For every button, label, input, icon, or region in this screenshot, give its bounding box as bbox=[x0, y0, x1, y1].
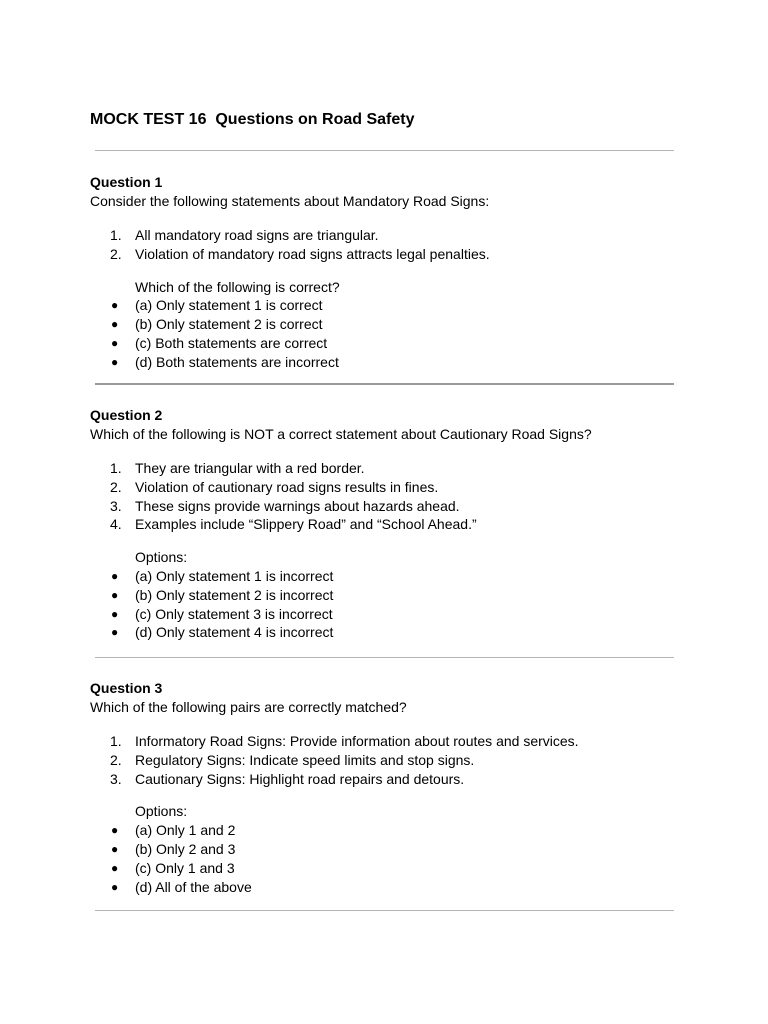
statement-item bbox=[90, 459, 730, 478]
question-2 bbox=[90, 406, 730, 642]
statement-text: Violation of cautionary road signs results in fines. bbox=[135, 478, 439, 495]
statement-list bbox=[90, 459, 730, 534]
statement-number: 1. bbox=[110, 227, 122, 243]
statement-number: 1. bbox=[110, 733, 122, 749]
statement-text: They are triangular with a red border. bbox=[135, 460, 365, 476]
option-text: (b) Only 2 and 3 bbox=[135, 840, 236, 857]
bullet-icon: ● bbox=[111, 879, 119, 894]
statement-text: Cautionary Signs: Highlight road repairs and detours. bbox=[135, 770, 465, 787]
option-item bbox=[90, 296, 730, 315]
bullet-icon: ● bbox=[111, 335, 119, 350]
bullet-icon: ● bbox=[111, 625, 119, 640]
bullet-icon: ● bbox=[111, 354, 119, 369]
divider bbox=[95, 150, 674, 151]
option-item bbox=[90, 334, 730, 353]
options-lead: Options: bbox=[135, 549, 188, 566]
option-item bbox=[90, 840, 730, 859]
option-list bbox=[90, 296, 730, 371]
question-heading: Question 2 bbox=[90, 407, 163, 423]
page-title: MOCK TEST 16 Questions on Road Safety bbox=[90, 111, 415, 128]
options-lead: Which of the following is correct? bbox=[135, 278, 340, 295]
option-text: (a) Only statement 1 is incorrect bbox=[135, 567, 334, 584]
statement-item bbox=[90, 770, 730, 789]
option-item bbox=[90, 859, 730, 878]
statement-text: Regulatory Signs: Indicate speed limits and stop signs. bbox=[135, 751, 475, 768]
bullet-icon: ● bbox=[111, 606, 119, 621]
option-text: (a) Only 1 and 2 bbox=[135, 822, 236, 839]
statement-number: 2. bbox=[110, 245, 122, 262]
statement-number: 4. bbox=[110, 516, 122, 533]
bullet-icon: ● bbox=[111, 860, 119, 875]
statement-text: These signs provide warnings about hazards ahead. bbox=[135, 497, 460, 514]
question-3 bbox=[90, 679, 730, 896]
statement-number: 1. bbox=[110, 460, 122, 476]
statement-number: 3. bbox=[110, 497, 122, 514]
options-lead: Options: bbox=[135, 803, 188, 820]
statement-text: Violation of mandatory road signs attracts legal penalties. bbox=[135, 245, 490, 262]
statement-number: 3. bbox=[110, 770, 122, 787]
divider bbox=[95, 657, 674, 658]
option-item bbox=[90, 605, 730, 624]
statement-list bbox=[90, 732, 730, 788]
bullet-icon: ● bbox=[111, 298, 119, 313]
option-text: (d) All of the above bbox=[135, 878, 252, 895]
divider bbox=[95, 383, 674, 385]
option-item bbox=[90, 353, 730, 372]
option-text: (b) Only statement 2 is incorrect bbox=[135, 586, 334, 603]
bullet-icon: ● bbox=[111, 587, 119, 602]
option-text: (d) Both statements are incorrect bbox=[135, 353, 339, 370]
statement-item bbox=[90, 245, 730, 264]
option-text: (d) Only statement 4 is incorrect bbox=[135, 624, 334, 641]
option-text: (a) Only statement 1 is correct bbox=[135, 297, 323, 314]
statement-number: 2. bbox=[110, 478, 122, 495]
statement-text: Examples include “Slippery Road” and “School Ahead.” bbox=[135, 516, 477, 533]
statement-item bbox=[90, 226, 730, 245]
option-text: (c) Both statements are correct bbox=[135, 334, 328, 351]
divider bbox=[95, 910, 674, 911]
question-prompt: Which of the following is NOT a correct statement about Cautionary Road Signs? bbox=[90, 426, 592, 442]
question-prompt: Consider the following statements about Mandatory Road Signs: bbox=[90, 193, 490, 209]
option-text: (c) Only statement 3 is incorrect bbox=[135, 605, 333, 622]
statement-item bbox=[90, 497, 730, 516]
option-item bbox=[90, 586, 730, 605]
option-item bbox=[90, 821, 730, 840]
statement-item bbox=[90, 751, 730, 770]
statement-text: All mandatory road signs are triangular. bbox=[135, 227, 379, 243]
bullet-icon: ● bbox=[111, 841, 119, 856]
bullet-icon: ● bbox=[111, 823, 119, 838]
statement-number: 2. bbox=[110, 751, 122, 768]
option-list bbox=[90, 821, 730, 896]
option-list bbox=[90, 567, 730, 642]
question-heading: Question 3 bbox=[90, 680, 163, 696]
option-item bbox=[90, 878, 730, 897]
option-item bbox=[90, 567, 730, 586]
statement-item bbox=[90, 515, 730, 534]
statement-item bbox=[90, 478, 730, 497]
bullet-icon: ● bbox=[111, 317, 119, 332]
question-prompt: Which of the following pairs are correctly matched? bbox=[90, 699, 407, 715]
question-heading: Question 1 bbox=[90, 174, 163, 190]
option-item bbox=[90, 315, 730, 334]
option-text: (c) Only 1 and 3 bbox=[135, 859, 235, 876]
option-text: (b) Only statement 2 is correct bbox=[135, 316, 323, 333]
question-1 bbox=[90, 173, 730, 372]
statement-item bbox=[90, 732, 730, 751]
option-item bbox=[90, 623, 730, 642]
bullet-icon: ● bbox=[111, 568, 119, 583]
statement-text: Informatory Road Signs: Provide information about routes and services. bbox=[135, 733, 579, 749]
statement-list bbox=[90, 226, 730, 264]
